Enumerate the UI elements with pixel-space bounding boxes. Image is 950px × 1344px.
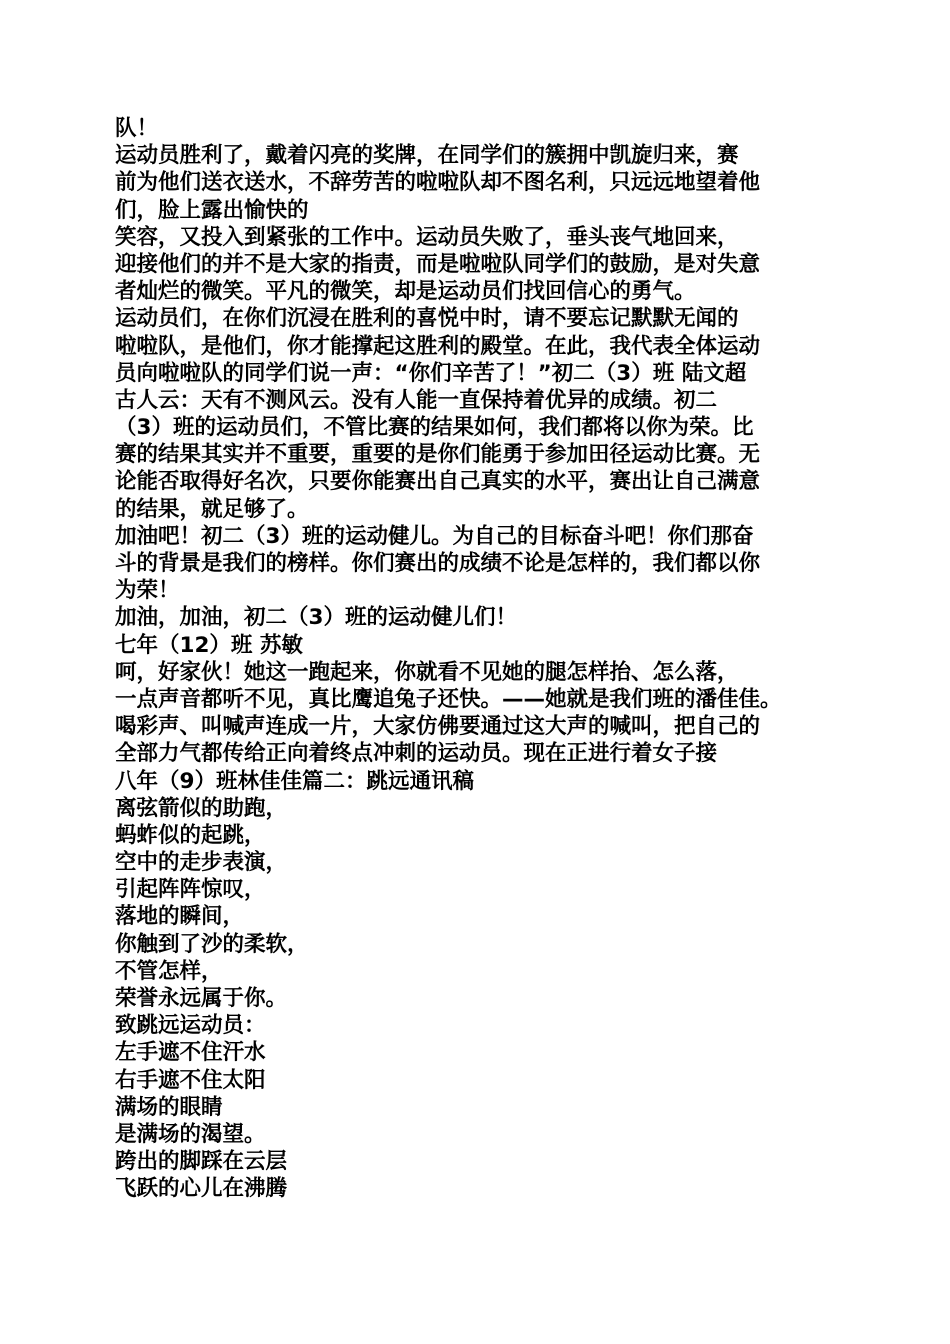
text-line: 啦啦队，是他们，你才能撑起这胜利的殿堂。在此，我代表全体运动	[115, 333, 761, 359]
text-line: 你触到了沙的柔软，	[115, 931, 309, 957]
text-line: 左手遮不住汗水	[115, 1040, 266, 1066]
document-body	[115, 115, 850, 1203]
text-line: 论能否取得好名次，只要你能赛出自己真实的水平，赛出让自己满意	[115, 469, 761, 495]
text-line: 八年（9）班林佳佳篇二：跳远通讯稿	[115, 768, 474, 794]
text-line: 空中的走步表演，	[115, 850, 288, 876]
text-line: 一点声音都听不见，真比鹰追兔子还快。——她就是我们班的潘佳佳。	[115, 686, 782, 712]
text-line: 运动员胜利了，戴着闪亮的奖牌，在同学们的簇拥中凯旋归来，赛	[115, 143, 739, 169]
text-line: 前为他们送衣送水，不辞劳苦的啦啦队却不图名利，只远远地望着他	[115, 170, 761, 196]
text-line: 员向啦啦队的同学们说一声：“你们辛苦了！”初二（3）班 陆文超	[115, 360, 747, 386]
text-line: 为荣！	[115, 578, 180, 604]
text-line: 右手遮不住太阳	[115, 1067, 266, 1093]
text-line: 不管怎样，	[115, 958, 223, 984]
text-line: 全部力气都传给正向着终点冲刺的运动员。现在正进行着女子接	[115, 741, 718, 767]
text-line: 的结果，就足够了。	[115, 496, 309, 522]
text-line: 致跳远运动员：	[115, 1013, 266, 1039]
text-line: 斗的背景是我们的榜样。你们赛出的成绩不论是怎样的，我们都以你	[115, 551, 761, 576]
text-line: 蚂蚱似的起跳，	[115, 822, 266, 848]
text-line: 荣誉永远属于你。	[115, 986, 288, 1011]
text-line: 迎接他们的并不是大家的指责，而是啦啦队同学们的鼓励，是对失意	[115, 251, 761, 277]
text-line: 引起阵阵惊叹，	[115, 877, 266, 903]
text-line: 运动员们，在你们沉浸在胜利的喜悦中时，请不要忘记默默无闻的	[115, 306, 739, 332]
text-line: （3）班的运动员们，不管比赛的结果如何，我们都将以你为荣。比	[115, 415, 754, 441]
text-line: 加油吧！初二（3）班的运动健儿。为自己的目标奋斗吧！你们那奋	[115, 523, 754, 549]
text-line: 落地的瞬间，	[115, 904, 245, 930]
text-line: 七年（12）班 苏敏	[115, 632, 303, 658]
text-line: 喝彩声、叫喊声连成一片，大家仿佛要通过这大声的喊叫，把自己的	[115, 714, 761, 740]
text-line: 赛的结果其实并不重要，重要的是你们能勇于参加田径运动比赛。无	[115, 442, 761, 468]
text-line: 离弦箭似的助跑，	[115, 795, 288, 821]
text-line: 队！	[115, 116, 159, 141]
text-line: 飞跃的心儿在沸腾	[115, 1176, 288, 1202]
text-line: 笑容，又投入到紧张的工作中。运动员失败了，垂头丧气地回来，	[115, 224, 739, 250]
text-line: 满场的眼睛	[115, 1094, 223, 1120]
text-line: 古人云：天有不测风云。没有人能一直保持着优异的成绩。初二	[115, 387, 718, 413]
text-line: 呵，好家伙！她这一跑起来，你就看不见她的腿怎样抬、怎么落，	[115, 659, 739, 685]
text-line: 加油，加油，初二（3）班的运动健儿们！	[115, 605, 517, 631]
text-line: 跨出的脚踩在云层	[115, 1149, 288, 1175]
text-line: 们，脸上露出愉快的	[115, 197, 309, 223]
text-line: 是满场的渴望。	[115, 1121, 266, 1147]
text-line: 者灿烂的微笑。平凡的微笑，却是运动员们找回信心的勇气。	[115, 279, 696, 305]
